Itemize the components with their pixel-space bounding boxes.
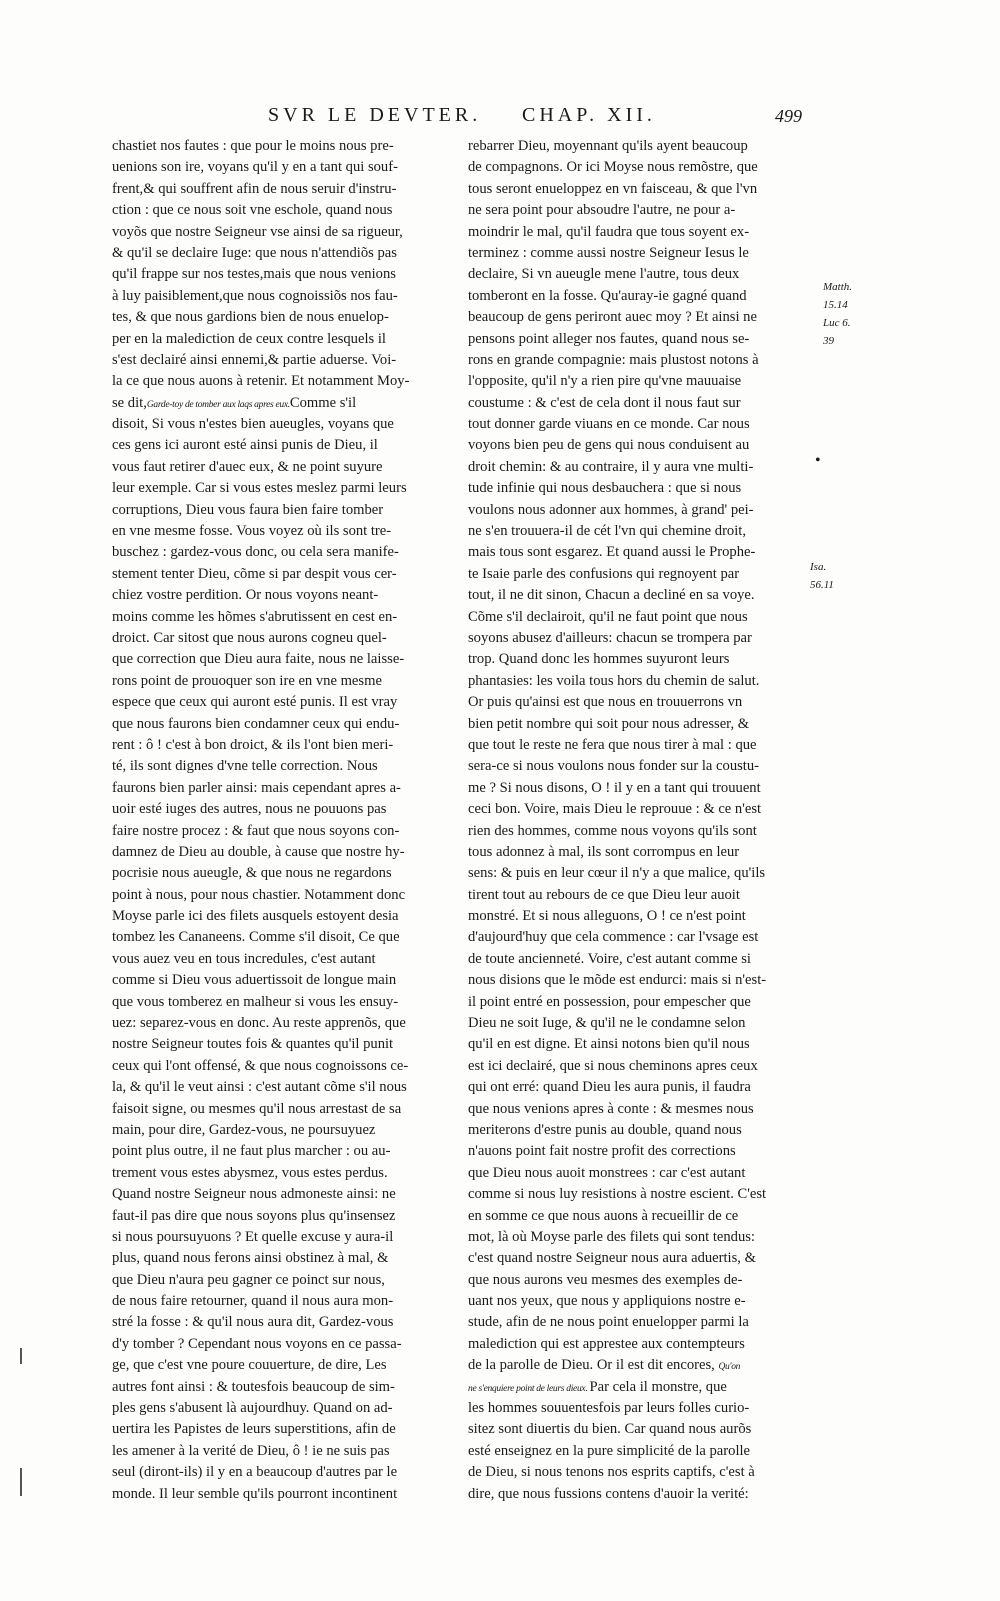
left-column-line: que vous tomberez en malheur si vous les ensuy-	[112, 993, 399, 1010]
left-column-line: buschez : gardez-vous donc, ou cela sera manife-	[112, 544, 399, 561]
right-column-line: uant nos yeux, que nous y appliquions nostre e-	[468, 1293, 746, 1310]
right-column-line: tomberont en la fosse. Qu'auray-ie gagné quand	[468, 287, 747, 304]
left-column-line: rons point de prouoquer son ire en vne mesme	[112, 672, 382, 689]
margin-note-luc-ref: 39	[823, 335, 834, 347]
margin-note-matth-ref: 15.14	[823, 299, 848, 311]
left-column-line: chiez vostre perdition. Or nous voyons neant-	[112, 587, 379, 604]
left-column-line: autres font ainsi : & toutesfois beaucoup de sim-	[112, 1378, 395, 1395]
right-column-line: tout, il ne dit sinon, Chacun a decliné en sa voye.	[468, 587, 755, 604]
right-column-line	[468, 1355, 814, 1376]
left-column-line: faurons bien parler ainsi: mais cependant apres a-	[112, 779, 401, 796]
right-column-line: Dieu ne soit Iuge, & qu'il ne le condamne selon	[468, 1015, 746, 1032]
left-column-line: & qu'il se declaire Iuge: que nous n'attendiõs pas	[112, 244, 397, 261]
left-column-line: chastiet nos fautes : que pour le moins nous pre-	[112, 138, 394, 154]
left-column-line: d'y tomber ? Cependant nous voyons en ce passa-	[112, 1335, 402, 1352]
left-column-line: la, & qu'il le veut ainsi : c'est autant cõme s'il nous	[112, 1079, 407, 1096]
left-column-line: à luy paisiblement,que nous cognoissiõs nos fau-	[112, 287, 398, 304]
left-column-line: té, ils sont dignes d'vne telle correction. Nous	[112, 758, 378, 775]
right-column-line: tirent tout au rebours de ce que Dieu leur auoit	[468, 886, 740, 903]
right-column-line: declaire, Si vn aueugle mene l'autre, tous deux	[468, 266, 740, 283]
right-column-line: droit chemin: & au contraire, il y aura vne multi-	[468, 458, 754, 475]
left-column-line: de nous faire retourner, quand il nous aura mon-	[112, 1293, 394, 1310]
right-column-line: voulons nous adonner aux hommes, à grand' pei-	[468, 501, 754, 518]
left-column-line: droict. Car sitost que nous aurons cogneu quel-	[112, 629, 387, 646]
right-column-line: d'aujourd'huy que cela commence : car l'vsage est	[468, 929, 759, 946]
left-column-line: ples gens s'abusent là aujourdhuy. Quand on ad-	[112, 1400, 393, 1417]
line-text: se dit,	[112, 394, 147, 411]
right-column-line: meriterons d'estre punis au double, quand nous	[468, 1121, 742, 1138]
left-column-line: espece que ceux qui auront esté punis. Il est vray	[112, 694, 398, 711]
left-column-line: trement vous estes abysmez, vous estes perdus.	[112, 1164, 388, 1181]
inline-gloss: Qu'on	[718, 1362, 741, 1373]
left-column-line: ceux qui l'ont offensé, & que nous cognoissons ce-	[112, 1057, 409, 1074]
right-column-line: ne sera point pour absoudre l'autre, ne pour a-	[468, 202, 736, 219]
left-column-line: voyõs que nostre Seigneur vse ainsi de sa rigueur,	[112, 223, 403, 240]
right-text-column	[468, 136, 814, 1505]
right-column-line: tous seront enueloppez en vn faisceau, & que l'vn	[468, 180, 758, 197]
right-column-line: malediction qui est apprestee aux contempteurs	[468, 1335, 745, 1352]
left-column-line: frent,& qui souffrent afin de nous seruir d'instru-	[112, 180, 397, 197]
right-column-line: est ici declairé, que si nous cheminons apres ceux	[468, 1057, 758, 1074]
right-column-line: que nous aurons veu mesmes des exemples de-	[468, 1271, 743, 1288]
left-column-line: nostre Seigneur toutes fois & quantes qu'il punit	[112, 1036, 394, 1053]
line-text: Par cela il monstre, que	[589, 1378, 727, 1395]
left-column-line: ces gens ici auront esté ainsi punis de Dieu, il	[112, 437, 378, 454]
right-column-line: sera-ce si nous voulons nous fonder sur la coustu-	[468, 758, 760, 775]
right-column-line: esté enseignez en la pure simplicité de la parolle	[468, 1442, 751, 1459]
margin-tick-mark	[20, 1348, 22, 1364]
right-column-line: te Isaie parle des confusions qui regnoyent par	[468, 565, 740, 582]
right-column-line: moindrir le mal, qu'il faudra que tous soyent ex-	[468, 223, 750, 240]
left-column-line: si nous poursuyuons ? Et quelle excuse y aura-il	[112, 1228, 394, 1245]
right-column-line: comme si nous luy resistions à nostre escient. C'est	[468, 1186, 767, 1203]
left-column-line: faut-il pas dire que nous soyons plus qu'insensez	[112, 1207, 396, 1224]
right-column-line: stude, afin de ne nous point enuelopper parmi la	[468, 1314, 749, 1331]
margin-note-matth-label: Matth.	[823, 281, 853, 293]
left-column-line: corruptions, Dieu vous faura bien faire tomber	[112, 501, 384, 518]
left-column-line: uez: separez-vous en donc. Au reste apprenõs, que	[112, 1015, 406, 1032]
right-column-line: me ? Si nous disons, O ! il y en a tant qui trouuent	[468, 779, 761, 796]
right-column-line: nous disions que le mõde est endurci: mais si n'est-	[468, 972, 767, 989]
right-column-line: qu'il en est digne. Et ainsi notons bien qu'il nous	[468, 1036, 750, 1053]
left-column-line: plus, quand nous ferons ainsi obstinez à mal, &	[112, 1250, 389, 1267]
left-column-line: rent : ô ! c'est à bon droict, & ils l'ont bien meri-	[112, 736, 394, 753]
right-column-line: bien petit nombre qui soit pour nous adresser, &	[468, 715, 750, 732]
left-column-line: seul (diront-ils) il y en a beaucoup d'autres par le	[112, 1464, 398, 1481]
left-column-line: damnez de Dieu au double, à cause que nostre hy-	[112, 843, 405, 860]
line-text: Comme s'il	[289, 394, 357, 411]
right-column-line: il point entré en possession, pour empescher que	[468, 993, 751, 1010]
left-column-line	[112, 393, 458, 414]
left-column-line: que correction que Dieu aura faite, nous ne laisse-	[112, 651, 405, 668]
left-column-line: uertira les Papistes de leurs superstitions, afin de	[112, 1421, 396, 1438]
left-column-line: pocrisie nous aueugle, & que nous ne regardons	[112, 865, 392, 882]
left-column-line: per en la malediction de ceux contre lesquels il	[112, 330, 386, 347]
right-column-line: mot, là où Moyse parle des filets qui sont tendus:	[468, 1228, 755, 1245]
right-column-line: mais tous sont esgarez. Et quand aussi le Prophe-	[468, 544, 756, 561]
running-header	[0, 104, 1000, 134]
right-column-line: tude infinie qui nous desbauchera : que si nous	[468, 480, 742, 497]
left-column-line: disoit, Si vous n'estes bien aueugles, voyans que	[112, 416, 394, 433]
margin-tick-mark	[20, 1468, 22, 1496]
left-column-line: tombez les Cananeens. Comme s'il disoit, Ce que	[112, 929, 400, 946]
right-column-line: terminez : comme aussi nostre Seigneur Iesus le	[468, 244, 749, 261]
right-column-line: voyons bien peu de gens qui nous conduisent au	[468, 437, 750, 454]
left-column-line: stré la fosse : & qu'il nous aura dit, Gardez-vous	[112, 1314, 394, 1331]
right-column-line: de compagnons. Or ici Moyse nous remõstre, que	[468, 159, 758, 176]
left-column-line: vous auez veu en tous incredules, c'est autant	[112, 950, 376, 967]
left-column-line: moins comme les hõmes s'abrutissent en cest en-	[112, 608, 398, 625]
right-column-line: ceci bon. Voire, mais Dieu le reprouue : & ce n'est	[468, 801, 762, 818]
left-column-line: ge, que c'est vne poure couuerture, de dire, Les	[112, 1357, 387, 1374]
left-column-line: Quand nostre Seigneur nous admoneste ainsi: ne	[112, 1186, 396, 1203]
right-column-line: monstré. Et si nous alleguons, O ! ce n'est point	[468, 908, 746, 925]
right-column-line: dire, que nous fussions contens d'auoir la verité:	[468, 1485, 749, 1502]
left-column-line: faire nostre procez : & faut que nous soyons con-	[112, 822, 400, 839]
left-column-line: vous faut retirer d'auec eux, & ne point suyure	[112, 458, 383, 475]
right-column-line: sens: & puis en leur cœur il n'y a que malice, qu'ils	[468, 865, 766, 882]
right-column-line: que tout le reste ne fera que nous tirer à mal : que	[468, 736, 757, 753]
right-column-line: Or puis qu'ainsi est que nous en trouuerrons vn	[468, 694, 743, 711]
right-column-line	[468, 1377, 814, 1398]
running-title-right: CHAP. XII.	[522, 104, 656, 126]
left-column-line: point plus outre, il ne faut plus marcher : ou au-	[112, 1143, 391, 1160]
left-column-line: Moyse parle ici des filets ausquels estoyent desia	[112, 908, 399, 925]
margin-note-luc-label: Luc 6.	[823, 317, 851, 329]
left-column-line: tes, & que nous gardions bien de nous enuelop-	[112, 309, 389, 326]
margin-note-isa	[810, 558, 834, 594]
left-column-line: main, pour dire, Gardez-vous, ne poursuyuez	[112, 1121, 376, 1138]
right-column-line: en somme ce que nous auons à recueillir de ce	[468, 1207, 739, 1224]
left-column-line: qu'il frappe sur nos testes,mais que nous venions	[112, 266, 396, 283]
right-column-line: Cõme s'il declairoit, qu'il ne faut point que nous	[468, 608, 748, 625]
right-column-line: trop. Quand donc les hommes suyuront leurs	[468, 651, 730, 668]
margin-bullet: •	[815, 452, 821, 469]
right-column-line: coustume : & c'est de cela dont il nous faut sur	[468, 394, 741, 411]
right-column-line: rien des hommes, comme nous voyons qu'ils sont	[468, 822, 757, 839]
right-column-line: l'opposite, qu'il n'y a rien pire qu'vne mauuaise	[468, 373, 742, 390]
left-text-column	[112, 136, 458, 1505]
left-column-line: faisoit signe, ou mesmes qu'il nous arrestast de sa	[112, 1100, 402, 1117]
right-column-line: sitez sont diuertis du bien. Car quand nous aurõs	[468, 1421, 752, 1438]
right-column-line: rons en grande compagnie: mais plustost notons à	[468, 351, 759, 368]
left-column-line: que Dieu n'aura peu gagner ce poinct sur nous,	[112, 1271, 385, 1288]
left-column-line: leur exemple. Car si vous estes meslez parmi leurs	[112, 480, 407, 497]
left-column-line: la ce que nous auons à retenir. Et notamment Moy-	[112, 373, 410, 390]
left-column-line: uoir esté iuges des autres, nous ne pouuons pas	[112, 801, 387, 818]
line-text: de la parolle de Dieu. Or il est dit encores,	[468, 1357, 719, 1374]
right-column-line: que Dieu nous auoit monstrees : car c'est autant	[468, 1164, 746, 1181]
left-column-line: que nous faurons bien condamner ceux qui endu-	[112, 715, 400, 732]
margin-note-isa-ref: 56.11	[810, 579, 834, 591]
inline-gloss: ne s'enquiere point de leurs dieux.	[468, 1383, 590, 1394]
right-column-line: n'auons point fait nostre profit des corrections	[468, 1143, 736, 1160]
left-column-line: comme si Dieu vous aduertissoit de longue main	[112, 972, 397, 989]
right-column-line: ne s'en trouuera-il de cét l'vn qui chemine droit,	[468, 523, 746, 540]
left-column-line: s'est declairé ainsi ennemi,& partie aduerse. Voi-	[112, 351, 397, 368]
right-column-line: de Dieu, si nous tenons nos esprits captifs, c'est à	[468, 1464, 755, 1481]
left-column-line: monde. Il leur semble qu'ils pourront incontinent	[112, 1485, 398, 1502]
left-column-line: ction : que ce nous soit vne eschole, quand nous	[112, 202, 393, 219]
right-column-line: les hommes souuentesfois par leurs folles curio-	[468, 1400, 750, 1417]
left-column-line: uenions son ire, voyans qu'il y en a tant qui souf-	[112, 159, 398, 176]
left-column-line: point à nous, pour nous chastier. Notamment donc	[112, 886, 406, 903]
right-column-line: c'est quand nostre Seigneur nous aura aduertis, &	[468, 1250, 756, 1267]
right-column-line: phantasies: les voila tous hors du chemin de salut.	[468, 672, 760, 689]
right-column-line: de toute ancienneté. Voire, c'est autant comme si	[468, 950, 751, 967]
right-column-line: beaucoup de gens periront auec moy ? Et ainsi ne	[468, 309, 757, 326]
right-column-line: que nous venions apres à conte : & mesmes nous	[468, 1100, 754, 1117]
left-column-line: en vne mesme fosse. Vous voyez où ils sont tre-	[112, 523, 392, 540]
right-column-line: pensons point alleger nos fautes, quand nous se-	[468, 330, 750, 347]
left-column-line: stement tenter Dieu, cõme si par despit vous cer-	[112, 565, 397, 582]
inline-gloss: Garde-toy de tomber aux laqs apres eux.	[146, 399, 290, 410]
margin-note-matth	[823, 278, 852, 350]
page-number: 499	[775, 106, 802, 126]
running-title-left: SVR LE DEVTER.	[268, 104, 482, 126]
right-column-line: tout donner garde viuans en ce monde. Car nous	[468, 416, 750, 433]
margin-note-isa-label: Isa.	[810, 561, 827, 573]
right-column-line: rebarrer Dieu, moyennant qu'ils ayent beaucoup	[468, 138, 748, 154]
right-column-line: tous adonnez à mal, ils sont corrompus en leur	[468, 843, 740, 860]
left-column-line: les amener à la verité de Dieu, ô ! ie ne suis pas	[112, 1442, 390, 1459]
right-column-line: soyons abusez d'ailleurs: chacun se trompera par	[468, 629, 752, 646]
right-column-line: qui ont erré: quand Dieu les aura punis, il faudra	[468, 1079, 751, 1096]
